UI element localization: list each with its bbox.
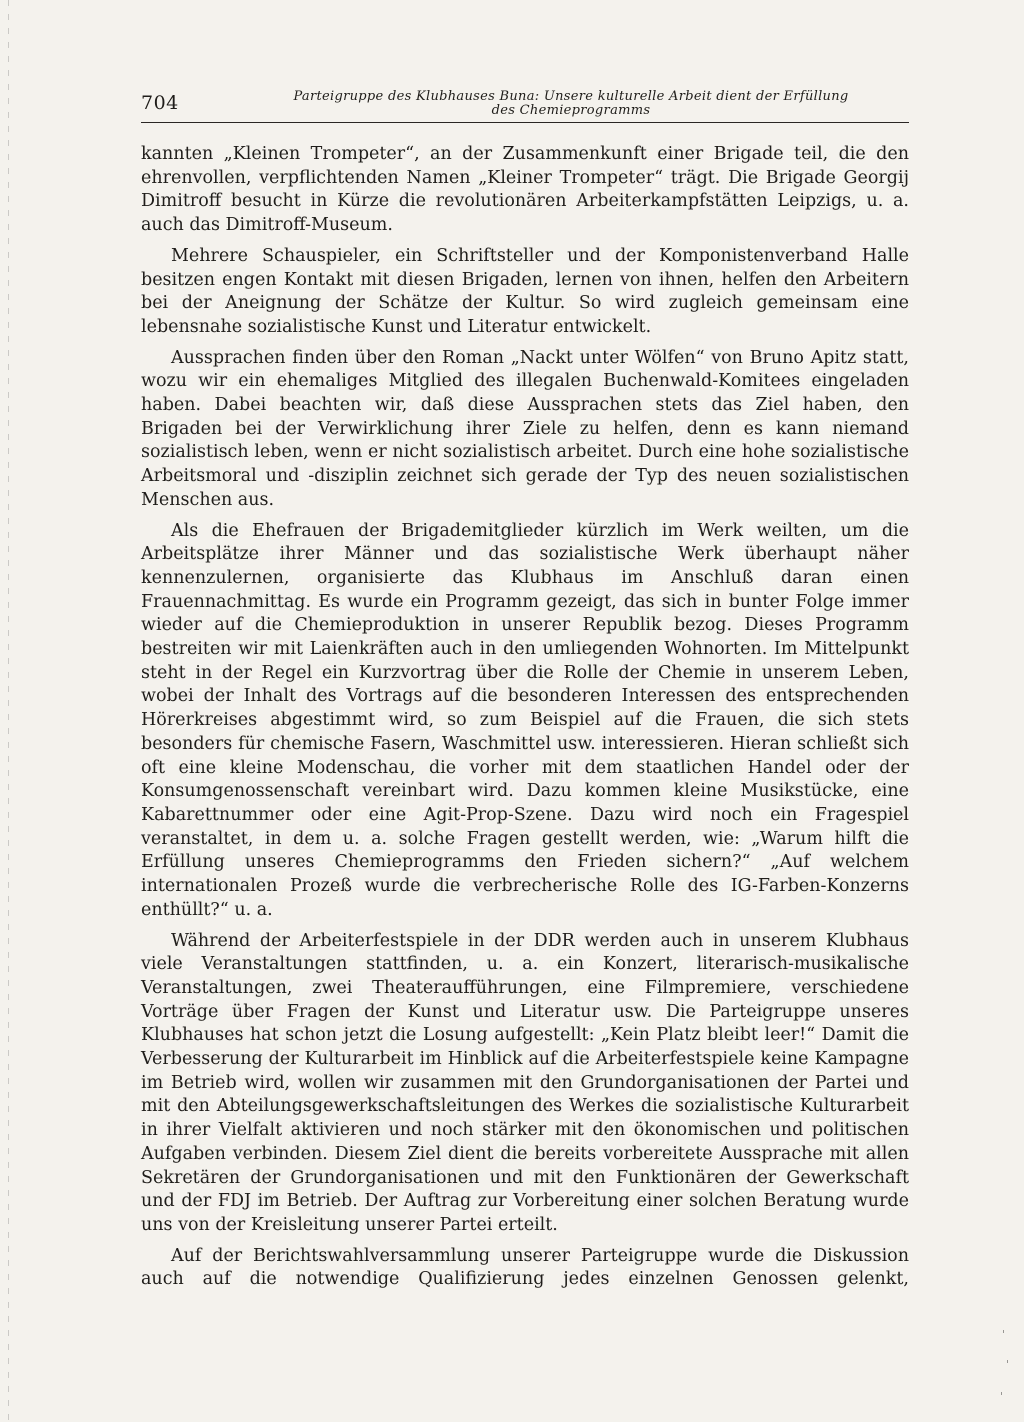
page-number: 704 [141, 92, 179, 114]
body-text [141, 143, 909, 1292]
paragraph-2: Mehrere Schauspieler, ein Schriftsteller und der Komponistenverband Halle besitzen engen Kontakt mit diesen Brigaden, lernen von ihnen, helfen den Arbeitern bei der Aneignung der Schätze der Kultur. So wird zugleich gemeinsam eine lebensnahe sozialistische Kunst und Literatur entwickelt. [141, 245, 909, 337]
paragraph-5: Während der Arbeiterfestspiele in der DDR werden auch in unserem Klubhaus viele Veranstaltungen stattfinden, u. a. ein Konzert, literarisch-musikalische Veranstaltungen, zwei Theateraufführungen, eine Filmpremiere, verschiedene Vorträge über Fragen der Kunst und Literatur usw. Die Parteigruppe unseres Klubhauses hat schon jetzt die Losung aufgestellt: „Kein Platz bleibt leer!“ Damit die Verbesserung der Kulturarbeit im Hinblick auf die Arbeiterfestspiele keine Kampagne im Betrieb wird, wollen wir zusammen mit den Grundorganisationen der Partei und mit den Abteilungsgewerkschaftsleitungen des Werkes die sozialistische Kulturarbeit in ihrer Vielfalt aktivieren und noch stärker mit den ökonomischen und politischen Aufgaben verbinden. Diesem Ziel dient die bereits vorbereitete Aussprache mit allen Sekretären der Grundorganisationen und mit den Funktionären der Gewerkschaft und der FDJ im Betrieb. Der Auftrag zur Vorbereitung einer solchen Beratung wurde uns von der Kreisleitung unserer Partei erteilt. [141, 930, 909, 1235]
scan-speck [1003, 1330, 1004, 1333]
scan-edge [8, 0, 9, 1422]
header-rule [141, 122, 909, 123]
page-header [141, 86, 909, 126]
paragraph-4: Als die Ehefrauen der Brigademitglieder kürzlich im Werk weilten, um die Arbeitsplätze ihrer Männer und das sozialistische Werk überhaupt näher kennenzulernen, organisierte das Klubhaus im Anschluß daran einen Frauennachmittag. Es wurde ein Programm gezeigt, das sich in bunter Folge immer wieder auf die Chemieproduktion in unserer Republik bezog. Dieses Programm bestreiten wir mit Laienkräften auch in den umliegenden Wohnorten. Im Mittelpunkt steht in der Regel ein Kurzvortrag über die Rolle der Chemie in unserem Leben, wobei der Inhalt des Vortrags auf die besonderen Interessen des entsprechenden Hörerkreises abgestimmt wird, so zum Beispiel auf die Frauen, die sich stets besonders für chemische Fasern, Waschmittel usw. interessieren. Hieran schließt sich oft eine kleine Modenschau, die vorher mit dem staatlichen Handel oder der Konsumgenossenschaft vereinbart wird. Dazu kommen kleine Musikstücke, eine Kabarettnummer oder eine Agit-Prop-Szene. Dazu wird noch ein Fragespiel veranstaltet, in dem u. a. solche Fragen gestellt werden, wie: „Warum hilft die Erfüllung unseres Chemieprogramms den Frieden sichern?“ „Auf welchem internationalen Prozeß wurde die verbrecherische Rolle des IG-Farben-Konzerns enthüllt?“ u. a. [141, 520, 909, 920]
paragraph-6: Auf der Berichtswahlversammlung unserer Parteigruppe wurde die Diskussion auch auf die notwendige Qualifizierung jedes einzelnen Genossen gelenkt, [141, 1245, 909, 1290]
paragraph-3: Aussprachen finden über den Roman „Nackt unter Wölfen“ von Bruno Apitz statt, wozu wir ein ehemaliges Mitglied des illegalen Buchenwald-Komitees eingeladen haben. Dabei beachten wir, daß diese Aussprachen stets das Ziel haben, den Brigaden bei der Verwirklichung ihrer Ziele zu helfen, denn es kann niemand sozialistisch leben, wenn er nicht sozialistisch arbeitet. Durch eine hohe sozialistische Arbeitsmoral und -disziplin zeichnet sich gerade der Typ des neuen sozialistischen Menschen aus. [141, 347, 909, 510]
running-head-line-1: Parteigruppe des Klubhauses Buna: Unsere kulturelle Arbeit dient der Erfüllung [293, 89, 849, 104]
scan-speck [1001, 1392, 1002, 1395]
scan-speck [1007, 1360, 1008, 1363]
running-head [233, 90, 909, 118]
running-head-line-2: des Chemieprogramms [491, 103, 651, 118]
paragraph-1: kannten „Kleinen Trompeter“, an der Zusammenkunft einer Brigade teil, die den ehrenvollen, verpflichtenden Namen „Kleiner Trompeter“ trägt. Die Brigade Georgij Dimitroff besucht in Kürze die revolutionären Arbeiterkampfstätten Leipzigs, u. a. auch das Dimitroff-Museum. [141, 144, 909, 236]
